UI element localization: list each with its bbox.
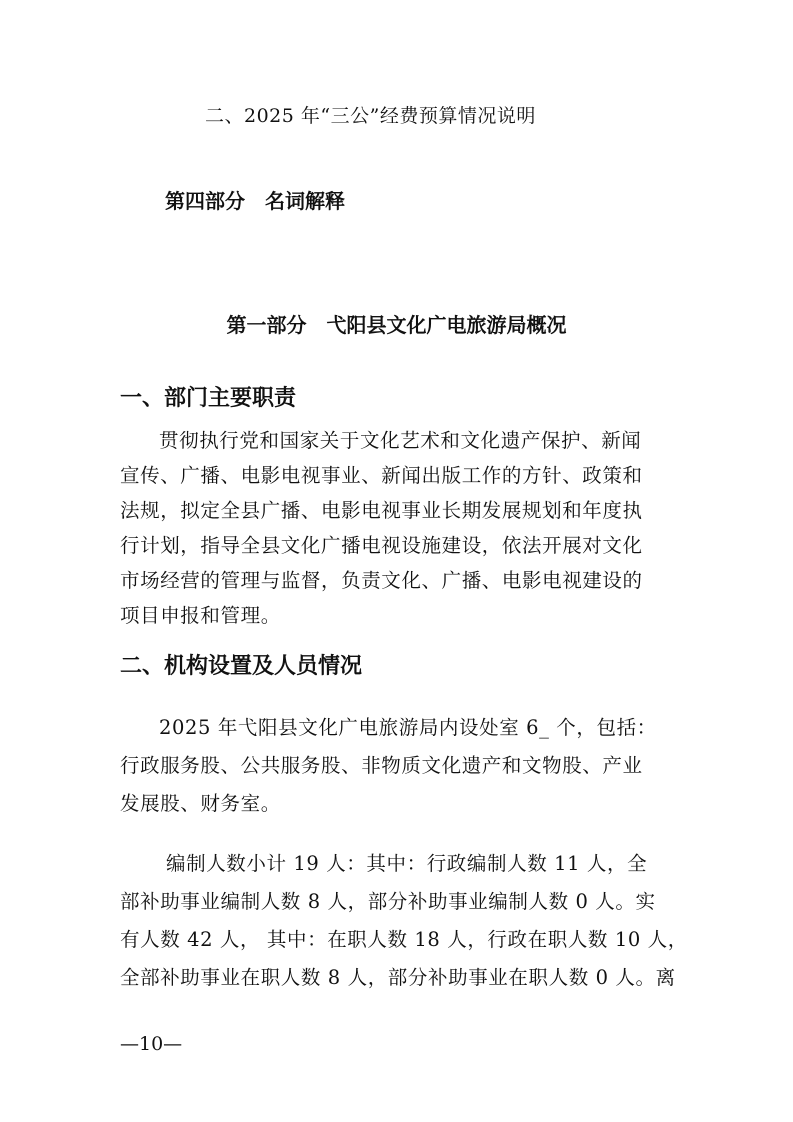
paragraph-line: 行计划，指导全县文化广播电视设施建设，依法开展对文化 [120, 534, 643, 557]
paragraph-line: 部补助事业编制人数 8 人，部分补助事业编制人数 0 人。实 [120, 890, 656, 913]
part-one-title: 第一部分 弋阳县文化广电旅游局概况 [226, 313, 567, 337]
section-heading-duties: 一、部门主要职责 [120, 386, 297, 411]
paragraph-line: 法规，拟定全县广播、电影电视事业长期发展规划和年度执 [120, 499, 643, 522]
page-number: —10— [120, 1033, 183, 1055]
paragraph-line: 市场经营的管理与监督，负责文化、广播、电影电视建设的 [120, 569, 643, 592]
section-heading-organization: 二、机构设置及人员情况 [120, 654, 363, 679]
paragraph-line: 2025 年弋阳县文化广电旅游局内设处室 6_ 个，包括： [159, 716, 657, 739]
paragraph-line: 宣传、广播、电影电视事业、新闻出版工作的方针、政策和 [120, 464, 643, 487]
toc-part-four: 第四部分 名词解释 [165, 189, 345, 213]
paragraph-line: 项目申报和管理。 [120, 604, 281, 627]
duties-paragraph [120, 423, 676, 633]
paragraph-line: 发展股、财务室。 [120, 792, 281, 815]
paragraph-line: 有人数 42 人， 其中：在职人数 18 人，行政在职人数 10 人， [120, 928, 688, 951]
paragraph-line: 编制人数小计 19 人：其中：行政编制人数 11 人，全 [166, 852, 648, 875]
staffing-paragraph [120, 845, 688, 997]
paragraph-line: 全部补助事业在职人数 8 人，部分补助事业在职人数 0 人。离 [120, 966, 676, 989]
paragraph-line: 行政服务股、公共服务股、非物质文化遗产和文物股、产业 [120, 754, 643, 777]
paragraph-line: 贯彻执行党和国家关于文化艺术和文化遗产保护、新闻 [159, 429, 642, 452]
toc-item-sangong: 二、2025 年“三公”经费预算情况说明 [205, 105, 536, 127]
organization-paragraph [120, 709, 676, 823]
